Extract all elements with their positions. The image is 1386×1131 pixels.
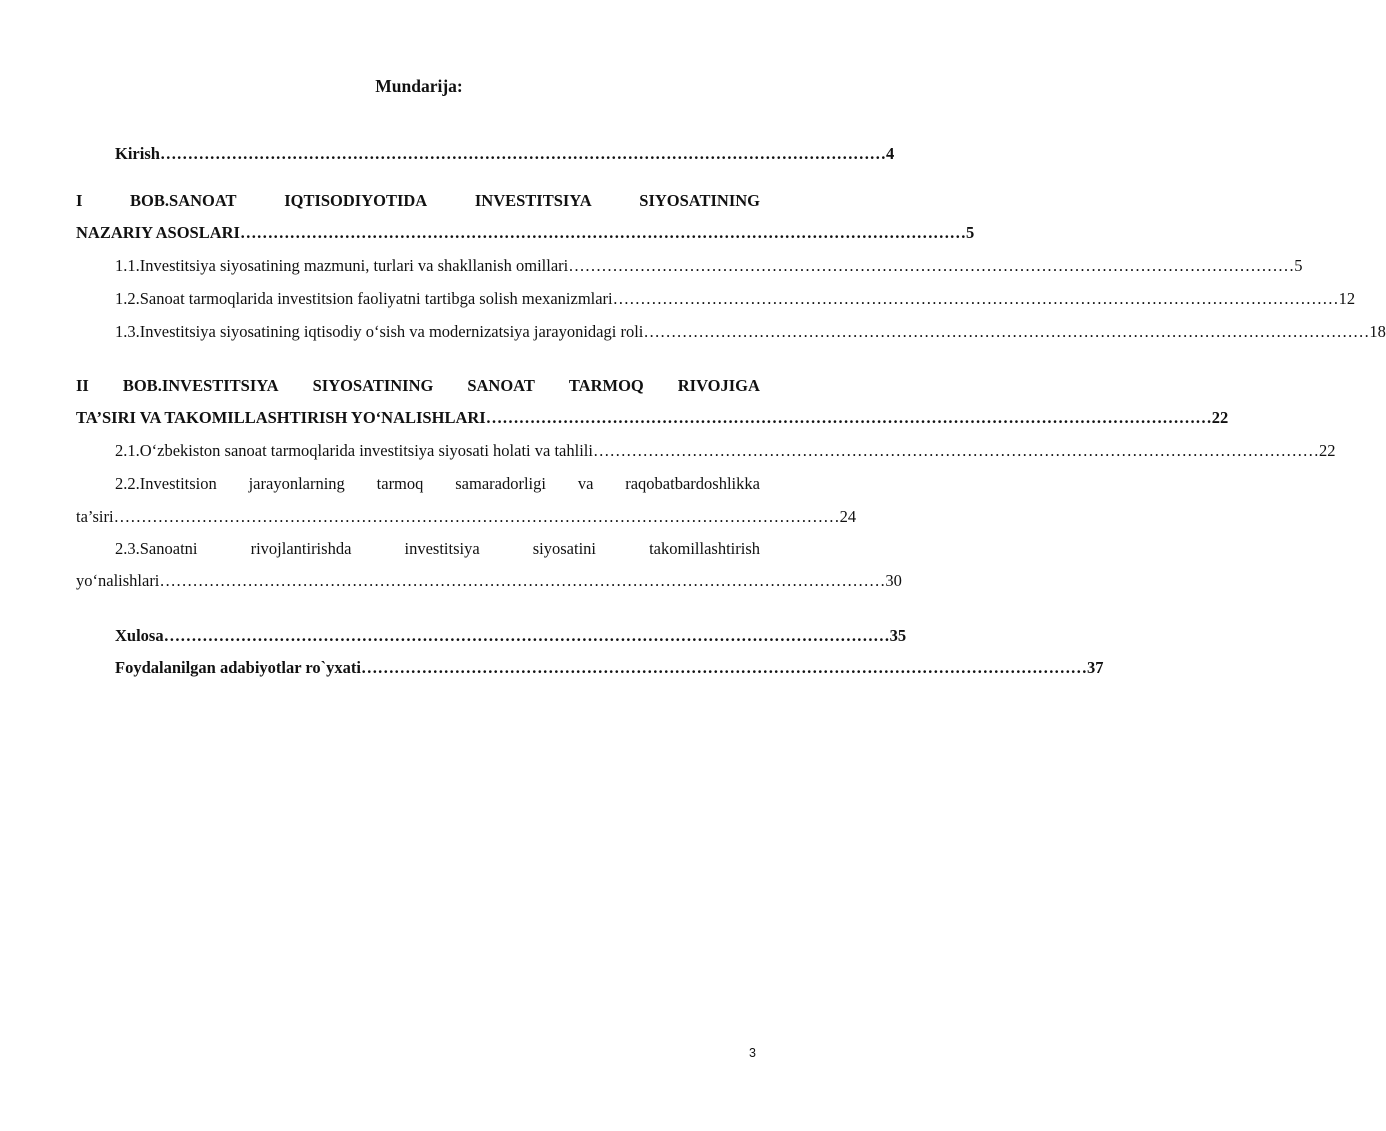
dot-leader: …………………………………………………………………………………………………………………… xyxy=(159,571,886,590)
toc-word: investitsiya xyxy=(404,539,480,558)
dot-leader: …………………………………………………………………………………………………………………… xyxy=(113,507,840,526)
toc-chapter-1-line-2 xyxy=(76,222,975,244)
toc-entry-2-3-line-2 xyxy=(76,570,902,592)
toc-word: BOB.SANOAT xyxy=(130,191,237,210)
dot-leader: …………………………………………………………………………………………………………………… xyxy=(239,223,966,242)
toc-word: TARMOQ xyxy=(568,376,644,395)
dot-leader: …………………………………………………………………………………………………………………… xyxy=(643,322,1370,341)
toc-chapter-2-line-2 xyxy=(76,407,1229,429)
toc-entry-2-3-line-1 xyxy=(115,538,760,560)
toc-chapter-2-line-1 xyxy=(76,375,760,397)
toc-entry-intro xyxy=(115,143,895,165)
page-title: Mundarija: xyxy=(375,76,463,96)
toc-page-number: 5 xyxy=(1294,256,1303,275)
toc-page-number: 4 xyxy=(885,144,895,163)
dot-leader: …………………………………………………………………………………………………………………… xyxy=(159,144,886,163)
toc-word: siyosatini xyxy=(532,539,596,558)
toc-page-number: 18 xyxy=(1369,322,1386,341)
toc-word: 2.2.Investitsion xyxy=(115,474,217,493)
toc-entry-label: 1.3.Investitsiya siyosatining iqtisodiy o‘sish va modernizatsiya jarayonidagi roli xyxy=(115,322,644,341)
toc-entry-label: 1.2.Sanoat tarmoqlarida investitsion faoliyatni tartibga solish mexanizmlari xyxy=(115,289,613,308)
toc-entry-label: Kirish xyxy=(115,144,160,163)
toc-word: tarmoq xyxy=(376,474,424,493)
toc-entry-references xyxy=(115,657,1104,679)
toc-word: rivojlantirishda xyxy=(250,539,352,558)
toc-entry-label: yo‘nalishlari xyxy=(76,571,160,590)
toc-word: BOB.INVESTITSIYA xyxy=(122,376,279,395)
toc-entry-label: TA’SIRI VA TAKOMILLASHTIRISH YO‘NALISHLARI xyxy=(76,408,486,427)
dot-leader: …………………………………………………………………………………………………………………… xyxy=(612,289,1339,308)
toc-entry-2-1 xyxy=(115,440,1336,462)
dot-leader: …………………………………………………………………………………………………………………… xyxy=(361,658,1088,677)
toc-entry-label: Xulosa xyxy=(115,626,164,645)
toc-chapter-1-line-1 xyxy=(76,190,760,212)
toc-word: raqobatbardoshlikka xyxy=(625,474,760,493)
toc-entry-1-2 xyxy=(115,288,1356,310)
toc-page-number: 22 xyxy=(1318,441,1336,460)
toc-page-number: 30 xyxy=(885,571,902,590)
toc-word: INVESTITSIYA xyxy=(474,191,592,210)
page-number: 3 xyxy=(749,1046,756,1060)
toc-word: SIYOSATINING xyxy=(639,191,760,210)
toc-word: jarayonlarning xyxy=(248,474,345,493)
toc-entry-label: 2.1.O‘zbekiston sanoat tarmoqlarida investitsiya siyosati holati va tahlili xyxy=(115,441,593,460)
toc-entry-label: NAZARIY ASOSLARI xyxy=(76,223,240,242)
toc-entry-1-3 xyxy=(115,321,1386,343)
toc-page-number: 35 xyxy=(889,626,907,645)
toc-entry-conclusion xyxy=(115,625,907,647)
toc-page-number: 5 xyxy=(965,223,975,242)
toc-entry-2-2-line-1 xyxy=(115,473,760,495)
toc-entry-1-1 xyxy=(115,255,1303,277)
toc-page-number: 22 xyxy=(1211,408,1229,427)
toc-word: SIYOSATINING xyxy=(312,376,434,395)
toc-entry-label: ta’siri xyxy=(76,507,114,526)
toc-word: SANOAT xyxy=(467,376,535,395)
toc-page-number: 12 xyxy=(1338,289,1356,308)
toc-word: va xyxy=(577,474,594,493)
toc-entry-2-2-line-2 xyxy=(76,506,857,528)
dot-leader: …………………………………………………………………………………………………………………… xyxy=(163,626,890,645)
dot-leader: …………………………………………………………………………………………………………………… xyxy=(568,256,1295,275)
toc-word: RIVOJIGA xyxy=(677,376,760,395)
toc-word: I xyxy=(76,191,83,210)
dot-leader: …………………………………………………………………………………………………………………… xyxy=(592,441,1319,460)
toc-page-number: 24 xyxy=(839,507,857,526)
toc-page-number: 37 xyxy=(1087,658,1104,677)
toc-word: takomillashtirish xyxy=(649,539,760,558)
toc-word: IQTISODIYOTIDA xyxy=(284,191,428,210)
toc-word: 2.3.Sanoatni xyxy=(115,539,198,558)
toc-entry-label: 1.1.Investitsiya siyosatining mazmuni, turlari va shakllanish omillari xyxy=(115,256,569,275)
dot-leader: …………………………………………………………………………………………………………………… xyxy=(485,408,1212,427)
toc-entry-label: Foydalanilgan adabiyotlar ro`yxati xyxy=(115,658,362,677)
toc-word: samaradorligi xyxy=(455,474,546,493)
toc-word: II xyxy=(76,376,89,395)
